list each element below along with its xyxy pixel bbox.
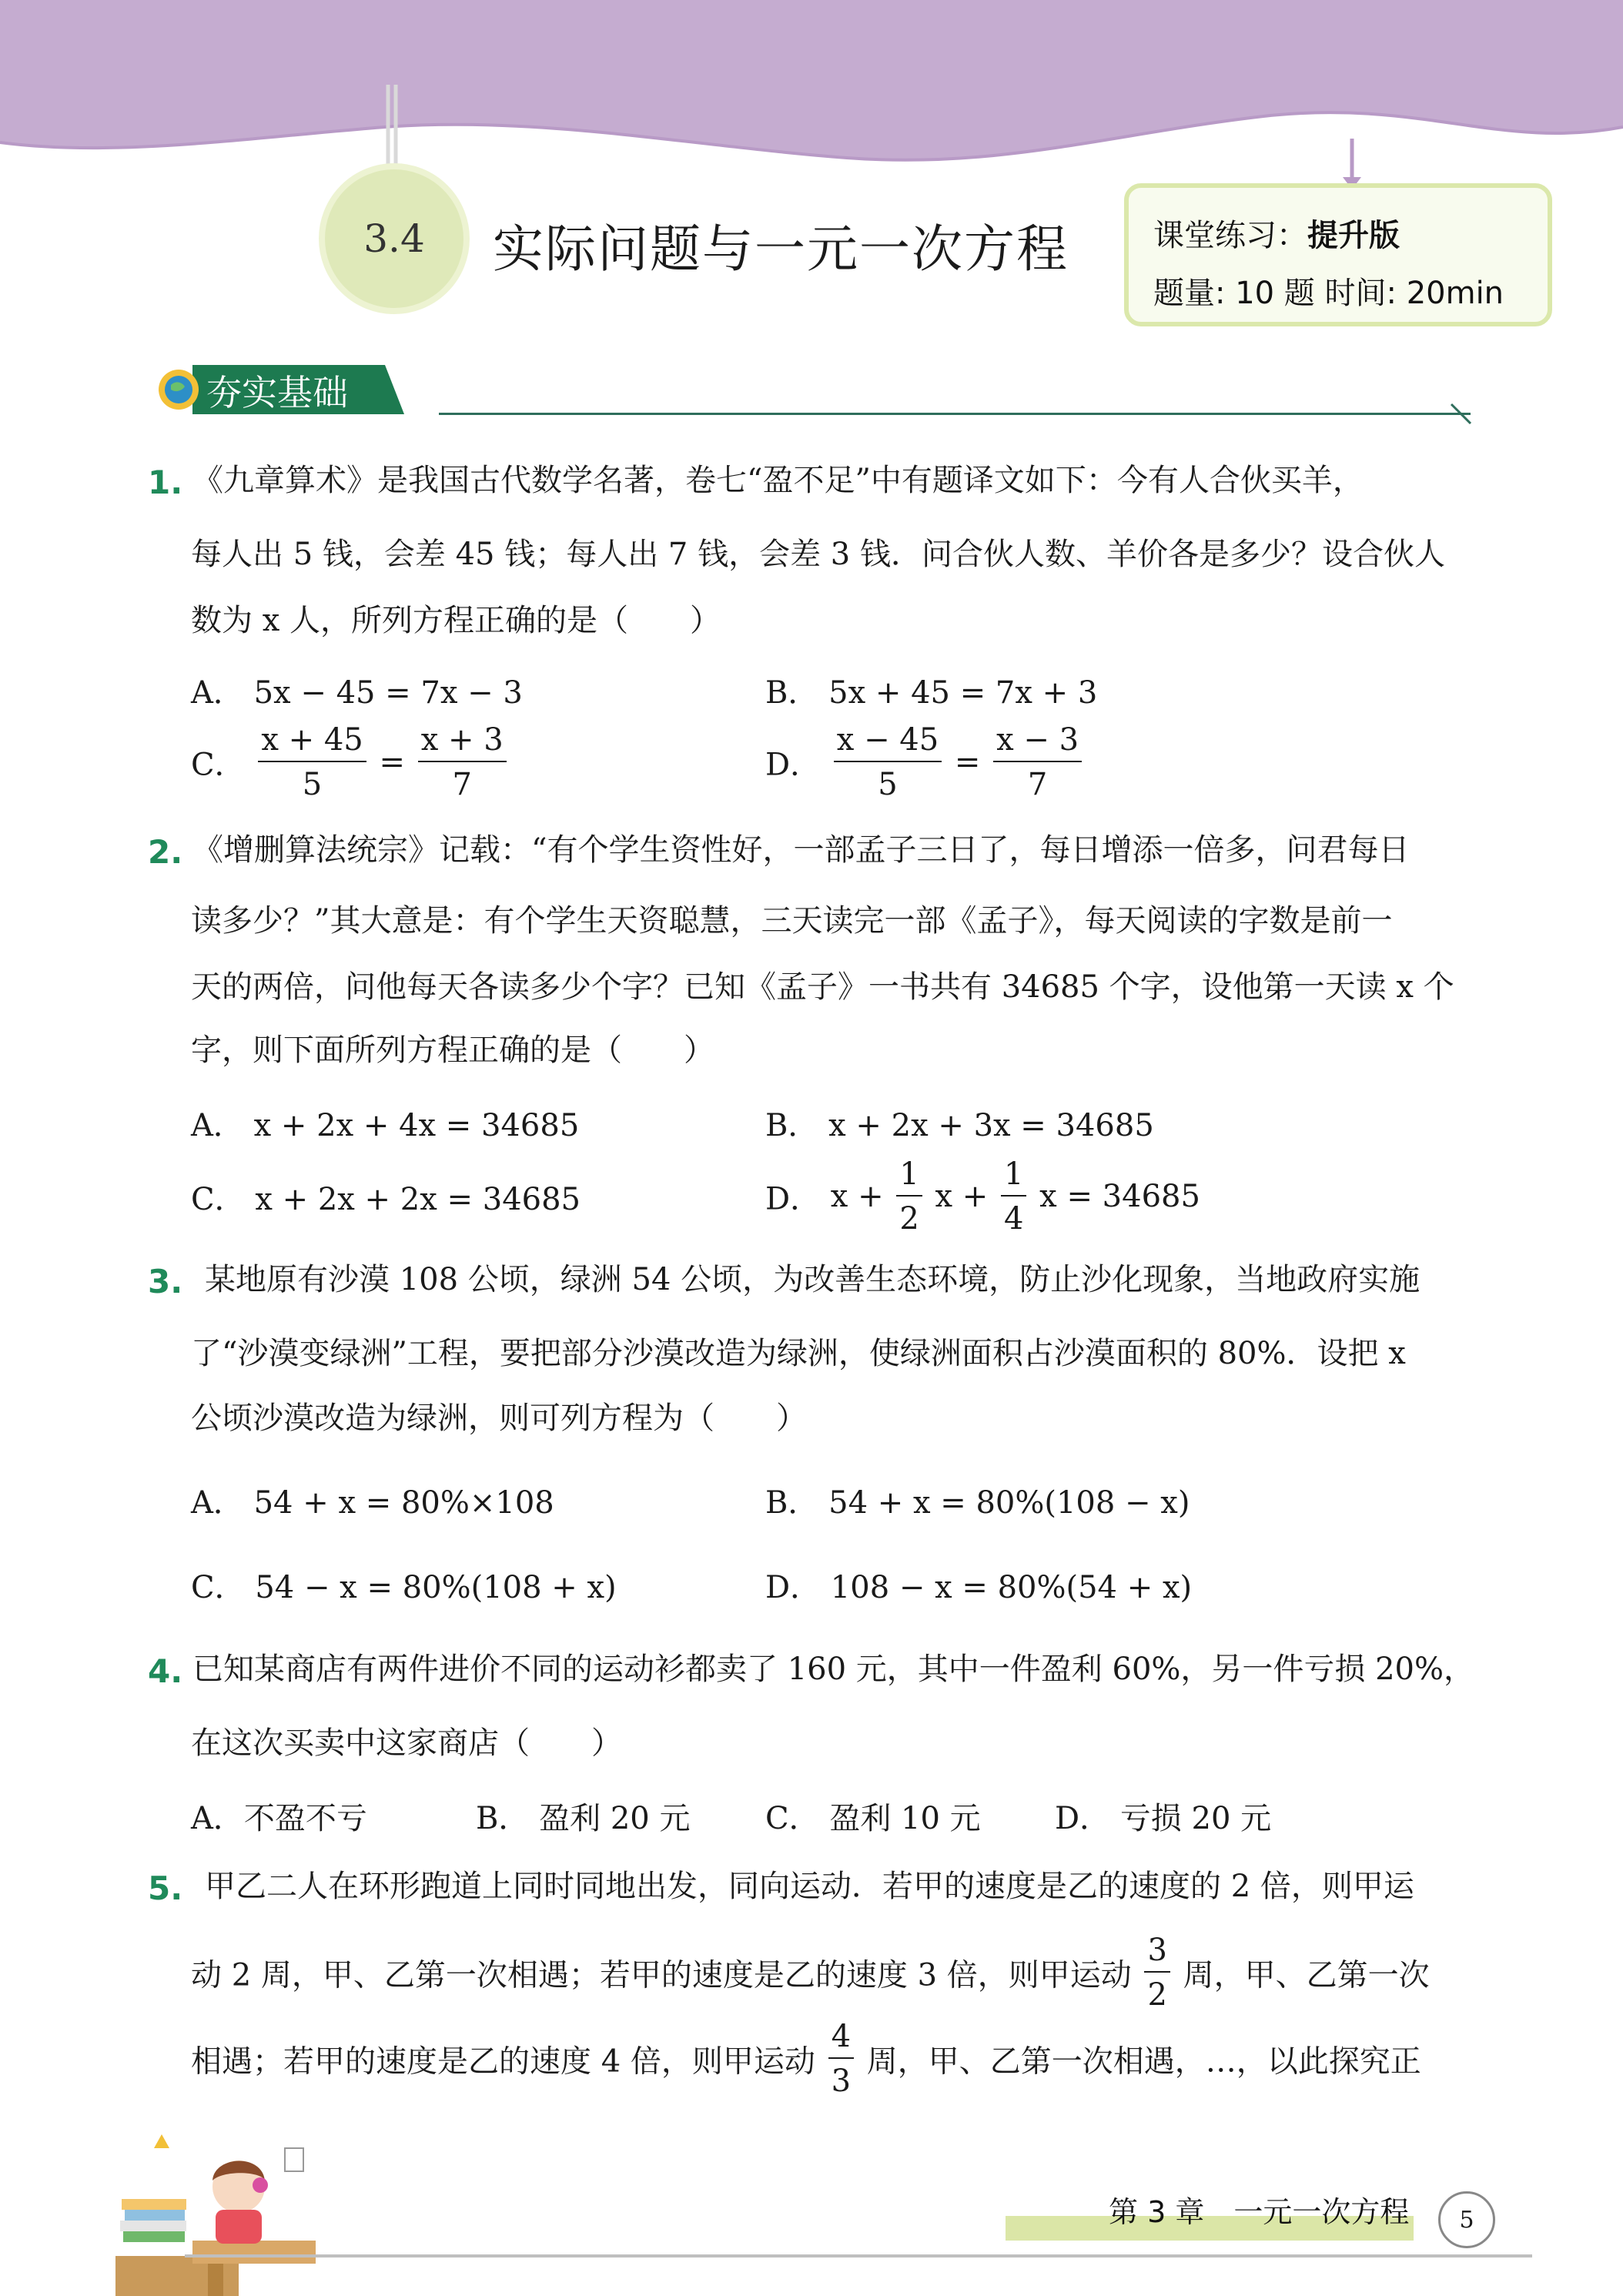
question-2-line-1: 《增删算法统宗》记载：“有个学生资性好，一部孟子三日了，每日增添一倍多，问君每日: [192, 832, 1410, 868]
question-1-line-1: 《九章算术》是我国古代数学名著，卷七“盈不足”中有题译文如下：今有人合伙买羊，: [192, 463, 1364, 498]
question-2-number: 2.: [148, 833, 183, 871]
option-letter: A．: [191, 675, 244, 711]
question-2-option-d[interactable]: D． x + $\frac{1}{2}$ x + $\frac{1}{4}$ x = 34685: [765, 1156, 1200, 1237]
question-4-line-1: 已知某商店有两件进价不同的运动衫都卖了 160 元，其中一件盈利 60%，另一件亏损 20%，: [192, 1652, 1475, 1687]
question-1-line-2: 每人出 5 钱，会差 45 钱；每人出 7 钱，会差 3 钱．问合伙人数、羊价各是多少？设合伙人: [191, 537, 1445, 572]
fraction: $\frac{1}{2}$: [896, 1156, 922, 1237]
option-text: x + 2x + 3x = 34685: [828, 1108, 1154, 1143]
question-1-option-b[interactable]: [765, 668, 1097, 712]
hanging-string-left: [377, 85, 408, 169]
section-number: 3.4: [363, 216, 425, 261]
question-2-line-3: 天的两倍，问他每天各读多少个字？已知《孟子》一书共有 34685 个字，设他第一天读 x 个: [191, 969, 1454, 1005]
option-text: 54 − x = 80%(108 + x): [255, 1570, 617, 1605]
question-4-option-b[interactable]: [476, 1794, 690, 1838]
question-5-line-1: 甲乙二人在环形跑道上同时同地出发，同向运动．若甲的速度是乙的速度的 2 倍，则甲运: [205, 1869, 1414, 1904]
option-letter: A．: [191, 1485, 244, 1521]
question-2-option-a[interactable]: [191, 1101, 579, 1145]
question-1-line-3: 数为 x 人，所列方程正确的是（ ）: [191, 603, 721, 638]
question-3-option-b[interactable]: [765, 1478, 1190, 1522]
fraction: $\frac{1}{4}$: [1001, 1156, 1026, 1237]
option-letter: A．: [191, 1108, 244, 1143]
option-text: 54 + x = 80%(108 − x): [828, 1485, 1190, 1521]
question-4-option-d[interactable]: [1055, 1794, 1271, 1838]
page-number: 5: [1438, 2191, 1495, 2248]
question-2-line-2: 读多少？”其大意是：有个学生天资聪慧，三天读完一部《孟子》，每天阅读的字数是前一: [191, 903, 1393, 939]
option-text: x + 2x + 2x = 34685: [255, 1182, 581, 1217]
subsection-label: 夯实基础: [206, 372, 348, 413]
question-5-number: 5.: [148, 1869, 183, 1907]
question-5-line-3: 相遇；若甲的速度是乙的速度 4 倍，则甲运动 $\frac{4}{3}$ 周，甲、乙第一次相遇，…，以此探究正: [191, 2019, 1421, 2099]
option-text: 108 − x = 80%(54 + x): [830, 1570, 1193, 1605]
fraction: $\frac{3}{2}$: [1144, 1933, 1170, 2013]
option-letter: C．: [191, 747, 246, 783]
header-banner: [0, 0, 1623, 185]
question-3-option-a[interactable]: [191, 1478, 554, 1522]
option-letter: C．: [191, 1182, 246, 1217]
option-letter: D．: [765, 1181, 822, 1217]
question-5-line-2: 动 2 周，甲、乙第一次相遇；若甲的速度是乙的速度 3 倍，则甲运动 $\frac{3}{2}$ 周，甲、乙第一次: [191, 1933, 1430, 2013]
option-text: x + 2x + 4x = 34685: [253, 1108, 580, 1143]
option-letter: B．: [765, 1108, 819, 1143]
fraction: $\frac{x - 3}{7}$: [993, 722, 1082, 802]
practice-level: 提升版: [1307, 218, 1400, 253]
option-letter: A．: [191, 1801, 244, 1836]
option-letter: D．: [765, 747, 822, 783]
practice-label: 课堂练习：: [1153, 218, 1307, 253]
option-text: 盈利 20 元: [539, 1801, 691, 1836]
option-text: 5x + 45 = 7x + 3: [828, 675, 1098, 711]
question-3-number: 3.: [148, 1263, 183, 1300]
question-2-option-c[interactable]: [191, 1175, 581, 1219]
option-letter: B．: [765, 675, 819, 711]
section-number-badge: [319, 163, 470, 314]
question-2-option-b[interactable]: [765, 1101, 1154, 1145]
question-1-option-a[interactable]: [191, 668, 523, 712]
question-3-line-1: 某地原有沙漠 108 公顷，绿洲 54 公顷，为改善生态环境，防止沙化现象，当地政府实施: [205, 1262, 1421, 1297]
rule-end-tick: [1447, 400, 1478, 431]
option-letter: B．: [765, 1485, 819, 1521]
practice-info-box: [1124, 183, 1552, 326]
question-3-line-2: 了“沙漠变绿洲”工程，要把部分沙漠改造为绿洲，使绿洲面积占沙漠面积的 80%．设把 x: [191, 1336, 1406, 1371]
footer-chapter: 第 3 章 一元一次方程: [1109, 2195, 1410, 2229]
fraction: $\frac{x + 3}{7}$: [418, 722, 507, 802]
question-4-option-a[interactable]: [191, 1794, 367, 1838]
fraction: $\frac{x + 45}{5}$: [258, 722, 366, 802]
question-4-line-2: 在这次买卖中这家商店（ ）: [191, 1725, 622, 1761]
question-4-option-c[interactable]: [765, 1794, 981, 1838]
option-letter: C．: [765, 1801, 820, 1836]
option-letter: C．: [191, 1570, 246, 1605]
fraction: $\frac{4}{3}$: [828, 2019, 854, 2099]
option-text: 54 + x = 80%×108: [253, 1485, 554, 1521]
option-letter: D．: [1055, 1801, 1111, 1836]
option-text: 亏损 20 元: [1119, 1801, 1272, 1836]
question-3-line-3: 公顷沙漠改造为绿洲，则可列方程为（ ）: [191, 1401, 807, 1436]
student-illustration: [108, 2125, 323, 2296]
quantity-info: 题量: 10 题 时间: 20min: [1153, 276, 1504, 311]
footer-rule: [185, 2254, 1532, 2258]
question-1-number: 1.: [148, 464, 183, 501]
question-3-option-c[interactable]: [191, 1563, 617, 1607]
question-4-number: 4.: [148, 1652, 183, 1690]
question-1-option-d[interactable]: D． $\frac{x - 45}{5}$ = $\frac{x - 3}{7}$: [765, 722, 1085, 802]
option-text: 不盈不亏: [243, 1801, 367, 1836]
question-2-line-4: 字，则下面所列方程正确的是（ ）: [191, 1033, 714, 1068]
fraction: $\frac{x - 45}{5}$: [834, 722, 942, 802]
question-3-option-d[interactable]: [765, 1563, 1192, 1607]
option-text: 5x − 45 = 7x − 3: [253, 675, 523, 711]
option-letter: B．: [476, 1801, 530, 1836]
option-letter: D．: [765, 1570, 822, 1605]
section-title: 实际问题与一元一次方程: [493, 219, 1069, 279]
subsection-rule: [439, 413, 1471, 415]
option-text: 盈利 10 元: [829, 1801, 981, 1836]
question-1-option-c[interactable]: C． $\frac{x + 45}{5}$ = $\frac{x + 3}{7}$: [191, 722, 510, 802]
